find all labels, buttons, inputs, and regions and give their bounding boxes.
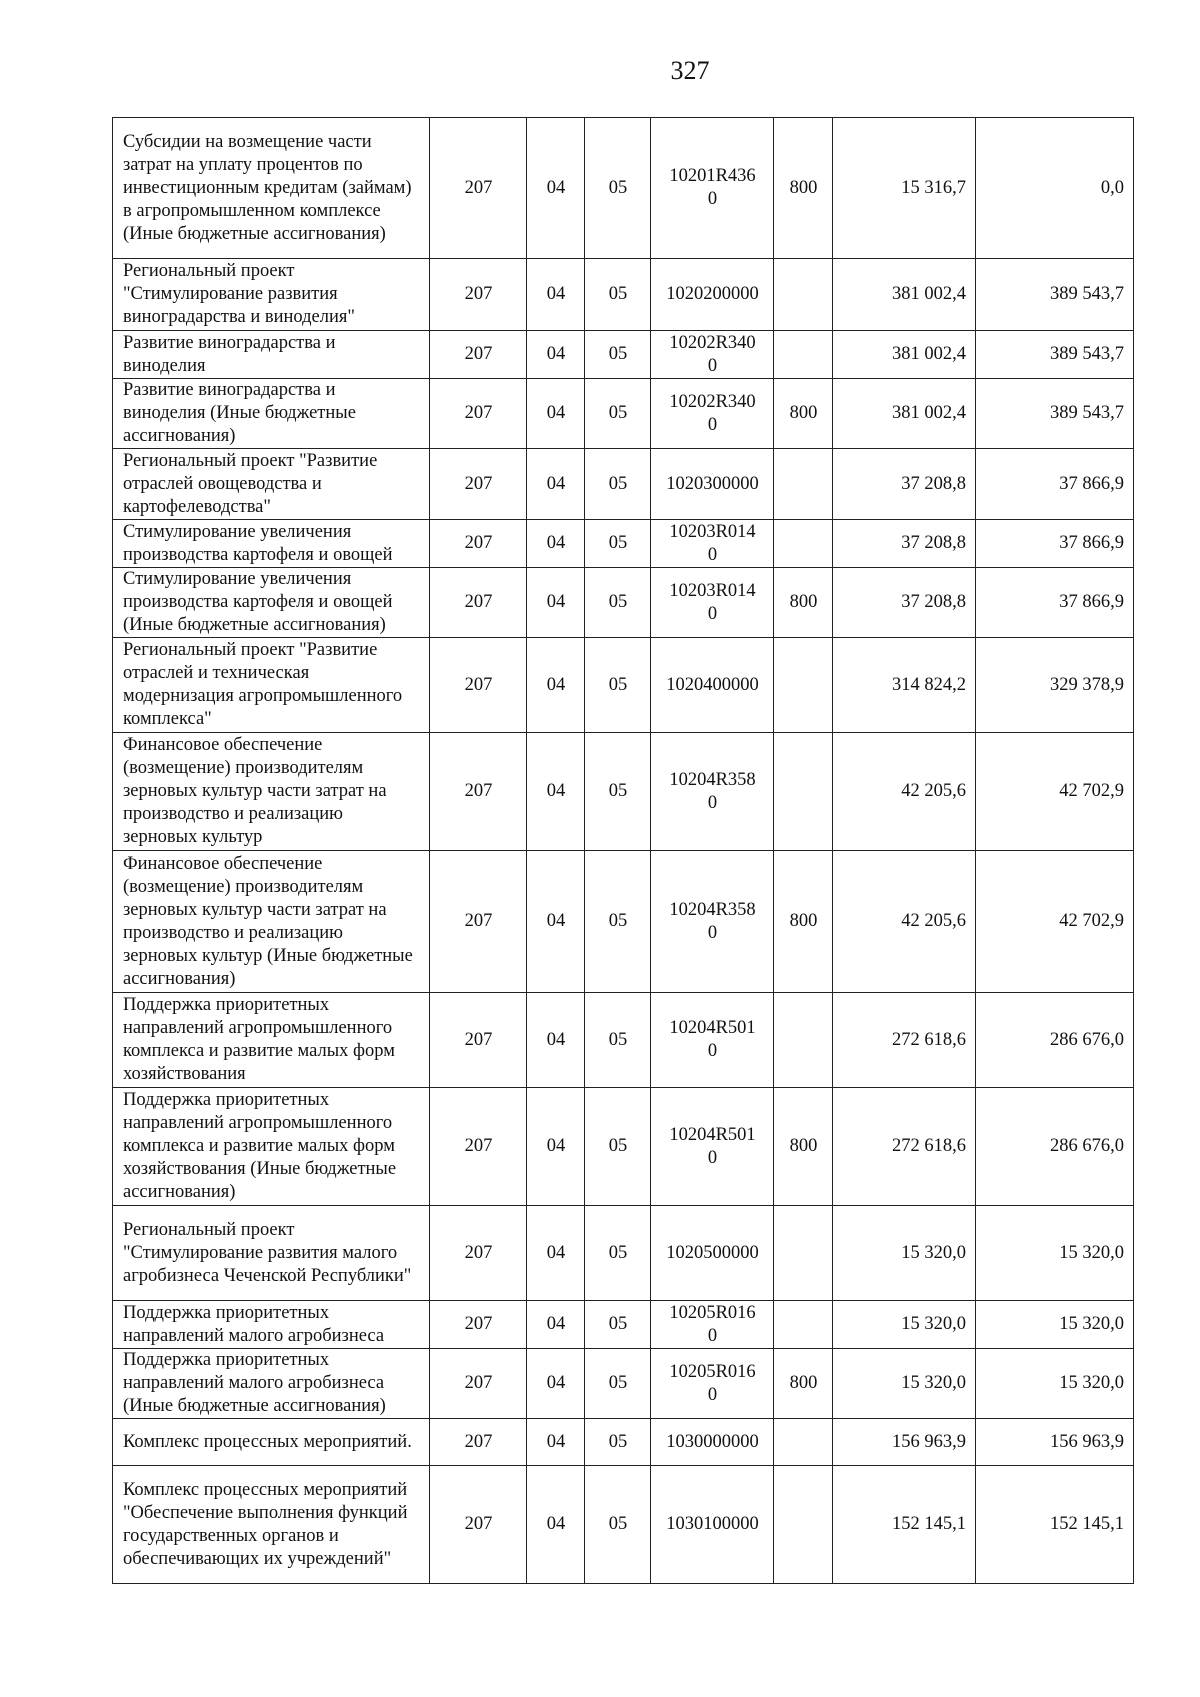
target-article-line2: 0 <box>707 189 718 209</box>
target-article-line1: 1020300000 <box>666 473 759 494</box>
target-article-line1: 10204R358 <box>669 899 756 920</box>
target-article-line1: 1030100000 <box>666 1514 759 1534</box>
amount-year2-cell: 329 378,9 <box>976 638 1134 733</box>
table-row <box>113 1349 1134 1419</box>
amount-year2-cell: 0,0 <box>976 118 1134 259</box>
subsection-code-cell: 05 <box>585 638 651 733</box>
table-row <box>113 638 1134 733</box>
expense-type-cell: 800 <box>774 1349 833 1419</box>
subsection-code-cell: 05 <box>585 449 651 520</box>
amount-year1-cell: 15 320,0 <box>833 1349 976 1419</box>
subsection-code-cell: 05 <box>585 568 651 638</box>
ministry-code-cell: 207 <box>430 851 527 993</box>
amount-year2-cell: 37 866,9 <box>976 568 1134 638</box>
target-article-cell <box>651 568 774 638</box>
amount-year1-cell: 42 205,6 <box>833 851 976 993</box>
amount-year1-cell: 381 002,4 <box>833 259 976 331</box>
target-article-cell <box>651 520 774 568</box>
target-article-cell <box>651 851 774 993</box>
target-article-cell <box>651 331 774 379</box>
amount-year2-cell: 37 866,9 <box>976 449 1134 520</box>
section-code-cell: 04 <box>527 118 585 259</box>
target-article-line1: 1020200000 <box>666 284 759 304</box>
target-article-line1: 10202R340 <box>669 391 756 412</box>
expense-type-cell <box>774 733 833 851</box>
section-code-cell: 04 <box>527 851 585 993</box>
target-article-line1: 10204R358 <box>669 769 756 790</box>
section-code-cell: 04 <box>527 1301 585 1349</box>
amount-year1-cell: 156 963,9 <box>833 1419 976 1466</box>
expense-type-cell <box>774 449 833 520</box>
target-article-cell <box>651 1349 774 1419</box>
row-name-cell: Комплекс процессных мероприятий. <box>113 1419 430 1466</box>
target-article-line2: 0 <box>707 1384 718 1405</box>
ministry-code-cell: 207 <box>430 993 527 1088</box>
expense-type-cell <box>774 1466 833 1584</box>
section-code-cell: 04 <box>527 1349 585 1419</box>
target-article-line1: 1020500000 <box>666 1242 759 1263</box>
amount-year2-cell: 15 320,0 <box>976 1206 1134 1301</box>
target-article-line1: 10201R436 <box>669 166 756 186</box>
amount-year2-cell: 15 320,0 <box>976 1349 1134 1419</box>
amount-year2-cell: 156 963,9 <box>976 1419 1134 1466</box>
subsection-code-cell: 05 <box>585 851 651 993</box>
subsection-code-cell: 05 <box>585 379 651 449</box>
amount-year1-cell: 381 002,4 <box>833 331 976 379</box>
table-row <box>113 118 1134 259</box>
expense-type-cell <box>774 993 833 1088</box>
subsection-code-cell: 05 <box>585 331 651 379</box>
subsection-code-cell: 05 <box>585 1349 651 1419</box>
ministry-code-cell: 207 <box>430 449 527 520</box>
target-article-line2: 0 <box>707 603 718 624</box>
target-article-line1: 1020400000 <box>666 674 759 695</box>
expense-type-cell: 800 <box>774 379 833 449</box>
row-name-cell: Развитие виноградарства и виноделия (Иные бюджетные ассигнования) <box>113 379 430 449</box>
section-code-cell: 04 <box>527 568 585 638</box>
section-code-cell: 04 <box>527 638 585 733</box>
row-name-cell: Субсидии на возмещение части затрат на уплату процентов по инвестиционным кредитам (займам) в агропромышленном комплексе (Иные бюджетные ассигнования) <box>113 118 430 259</box>
ministry-code-cell: 207 <box>430 1206 527 1301</box>
expense-type-cell <box>774 520 833 568</box>
subsection-code-cell: 05 <box>585 1419 651 1466</box>
amount-year1-cell: 37 208,8 <box>833 449 976 520</box>
ministry-code-cell: 207 <box>430 1301 527 1349</box>
target-article-line2: 0 <box>707 1325 718 1346</box>
target-article-line1: 10203R014 <box>669 580 756 601</box>
target-article-line1: 1030000000 <box>666 1431 759 1452</box>
amount-year1-cell: 272 618,6 <box>833 1088 976 1206</box>
target-article-line1: 10204R501 <box>669 1018 756 1038</box>
ministry-code-cell: 207 <box>430 118 527 259</box>
section-code-cell: 04 <box>527 379 585 449</box>
table-row <box>113 259 1134 331</box>
table-row <box>113 993 1134 1088</box>
target-article-line1: 10203R014 <box>669 521 756 542</box>
subsection-code-cell: 05 <box>585 1088 651 1206</box>
amount-year2-cell: 286 676,0 <box>976 1088 1134 1206</box>
row-name-cell: Стимулирование увеличения производства картофеля и овощей (Иные бюджетные ассигнования) <box>113 568 430 638</box>
target-article-cell <box>651 1466 774 1584</box>
row-name-cell: Региональный проект "Развитие отраслей и техническая модернизация агропромышленного комплекса" <box>113 638 430 733</box>
table-row <box>113 1301 1134 1349</box>
ministry-code-cell: 207 <box>430 1349 527 1419</box>
table-row <box>113 851 1134 993</box>
target-article-line2: 0 <box>707 1147 718 1168</box>
target-article-cell <box>651 733 774 851</box>
section-code-cell: 04 <box>527 993 585 1088</box>
target-article-line1: 10205R016 <box>669 1361 756 1382</box>
expense-type-cell: 800 <box>774 118 833 259</box>
table-row <box>113 568 1134 638</box>
budget-table <box>112 117 1134 1584</box>
row-name-cell: Региональный проект "Стимулирование развития малого агробизнеса Чеченской Республики" <box>113 1206 430 1301</box>
amount-year1-cell: 381 002,4 <box>833 379 976 449</box>
target-article-cell <box>651 259 774 331</box>
target-article-cell <box>651 118 774 259</box>
amount-year2-cell: 15 320,0 <box>976 1301 1134 1349</box>
target-article-line2: 0 <box>707 414 718 435</box>
target-article-line1: 10205R016 <box>669 1302 756 1323</box>
target-article-cell <box>651 1206 774 1301</box>
row-name-cell: Комплекс процессных мероприятий "Обеспечение выполнения функций государственных органов и обеспечивающих их учреждений" <box>113 1466 430 1584</box>
target-article-cell <box>651 1301 774 1349</box>
amount-year1-cell: 15 320,0 <box>833 1301 976 1349</box>
row-name-cell: Региональный проект "Стимулирование развития виноградарства и виноделия" <box>113 259 430 331</box>
page-number: 327 <box>670 56 710 85</box>
row-name-cell: Поддержка приоритетных направлений малого агробизнеса <box>113 1301 430 1349</box>
table-body <box>113 118 1134 1584</box>
target-article-line1: 10202R340 <box>669 332 756 353</box>
section-code-cell: 04 <box>527 449 585 520</box>
ministry-code-cell: 207 <box>430 733 527 851</box>
target-article-cell <box>651 1088 774 1206</box>
section-code-cell: 04 <box>527 1419 585 1466</box>
subsection-code-cell: 05 <box>585 733 651 851</box>
ministry-code-cell: 207 <box>430 331 527 379</box>
section-code-cell: 04 <box>527 1206 585 1301</box>
subsection-code-cell: 05 <box>585 520 651 568</box>
row-name-cell: Финансовое обеспечение (возмещение) производителям зерновых культур части затрат на производство и реализацию зерновых культур <box>113 733 430 851</box>
amount-year2-cell: 286 676,0 <box>976 993 1134 1088</box>
table-row <box>113 733 1134 851</box>
row-name-cell: Поддержка приоритетных направлений агропромышленного комплекса и развитие малых форм хозяйствования (Иные бюджетные ассигнования) <box>113 1088 430 1206</box>
amount-year2-cell: 152 145,1 <box>976 1466 1134 1584</box>
amount-year2-cell: 389 543,7 <box>976 379 1134 449</box>
subsection-code-cell: 05 <box>585 1301 651 1349</box>
subsection-code-cell: 05 <box>585 1466 651 1584</box>
table-row <box>113 379 1134 449</box>
table-row <box>113 1206 1134 1301</box>
section-code-cell: 04 <box>527 1088 585 1206</box>
expense-type-cell <box>774 638 833 733</box>
expense-type-cell <box>774 331 833 379</box>
table-row <box>113 1466 1134 1584</box>
amount-year1-cell: 314 824,2 <box>833 638 976 733</box>
target-article-cell <box>651 379 774 449</box>
amount-year2-cell: 389 543,7 <box>976 331 1134 379</box>
row-name-cell: Финансовое обеспечение (возмещение) производителям зерновых культур части затрат на производство и реализацию зерновых культур (Иные бюджетные ассигнования) <box>113 851 430 993</box>
section-code-cell: 04 <box>527 259 585 331</box>
target-article-line2: 0 <box>707 544 718 565</box>
amount-year1-cell: 15 320,0 <box>833 1206 976 1301</box>
row-name-cell: Стимулирование увеличения производства картофеля и овощей <box>113 520 430 568</box>
amount-year2-cell: 42 702,9 <box>976 851 1134 993</box>
subsection-code-cell: 05 <box>585 259 651 331</box>
ministry-code-cell: 207 <box>430 638 527 733</box>
ministry-code-cell: 207 <box>430 259 527 331</box>
target-article-cell <box>651 449 774 520</box>
target-article-line2: 0 <box>707 355 718 376</box>
table-row <box>113 449 1134 520</box>
expense-type-cell <box>774 259 833 331</box>
ministry-code-cell: 207 <box>430 379 527 449</box>
target-article-cell <box>651 1419 774 1466</box>
target-article-line2: 0 <box>707 922 718 943</box>
amount-year1-cell: 272 618,6 <box>833 993 976 1088</box>
ministry-code-cell: 207 <box>430 1466 527 1584</box>
expense-type-cell <box>774 1206 833 1301</box>
target-article-line2: 0 <box>707 792 718 813</box>
ministry-code-cell: 207 <box>430 520 527 568</box>
target-article-line2: 0 <box>707 1041 718 1061</box>
expense-type-cell <box>774 1419 833 1466</box>
amount-year1-cell: 42 205,6 <box>833 733 976 851</box>
amount-year1-cell: 37 208,8 <box>833 520 976 568</box>
target-article-cell <box>651 638 774 733</box>
amount-year1-cell: 152 145,1 <box>833 1466 976 1584</box>
amount-year2-cell: 42 702,9 <box>976 733 1134 851</box>
table-row <box>113 331 1134 379</box>
section-code-cell: 04 <box>527 1466 585 1584</box>
table-row <box>113 1088 1134 1206</box>
amount-year1-cell: 37 208,8 <box>833 568 976 638</box>
table-row <box>113 1419 1134 1466</box>
row-name-cell: Развитие виноградарства и виноделия <box>113 331 430 379</box>
subsection-code-cell: 05 <box>585 118 651 259</box>
target-article-cell <box>651 993 774 1088</box>
target-article-line1: 10204R501 <box>669 1124 756 1145</box>
section-code-cell: 04 <box>527 331 585 379</box>
expense-type-cell: 800 <box>774 851 833 993</box>
amount-year2-cell: 389 543,7 <box>976 259 1134 331</box>
subsection-code-cell: 05 <box>585 1206 651 1301</box>
row-name-cell: Поддержка приоритетных направлений агропромышленного комплекса и развитие малых форм хозяйствования <box>113 993 430 1088</box>
amount-year2-cell: 37 866,9 <box>976 520 1134 568</box>
expense-type-cell: 800 <box>774 1088 833 1206</box>
section-code-cell: 04 <box>527 733 585 851</box>
subsection-code-cell: 05 <box>585 993 651 1088</box>
row-name-cell: Поддержка приоритетных направлений малого агробизнеса (Иные бюджетные ассигнования) <box>113 1349 430 1419</box>
table-row <box>113 520 1134 568</box>
amount-year1-cell: 15 316,7 <box>833 118 976 259</box>
ministry-code-cell: 207 <box>430 568 527 638</box>
ministry-code-cell: 207 <box>430 1088 527 1206</box>
expense-type-cell <box>774 1301 833 1349</box>
section-code-cell: 04 <box>527 520 585 568</box>
row-name-cell: Региональный проект "Развитие отраслей овощеводства и картофелеводства" <box>113 449 430 520</box>
expense-type-cell: 800 <box>774 568 833 638</box>
ministry-code-cell: 207 <box>430 1419 527 1466</box>
